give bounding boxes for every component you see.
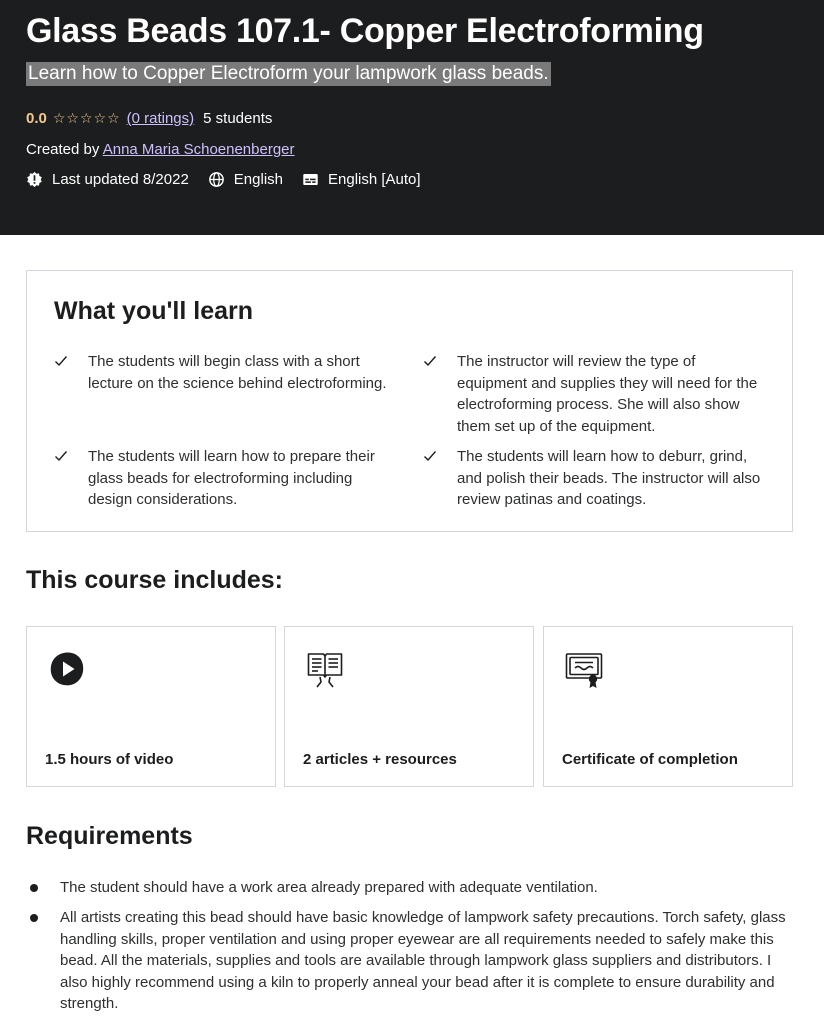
globe-icon [208,171,225,188]
last-updated [26,171,189,188]
star-rating-icon: ☆☆☆☆☆ [52,110,121,126]
include-card-label: 1.5 hours of video [45,751,174,768]
includes-section-title: This course includes: [26,566,284,594]
certificate-icon [564,649,604,689]
checkmark-icon [54,354,68,368]
rating-row [26,110,272,127]
learn-item [88,446,398,511]
course-language [208,171,283,188]
learn-item-text: The students will learn how to prepare their glass beads for electroforming including design considerations. [88,448,375,508]
course-header [0,0,824,235]
include-card-label: 2 articles + resources [303,751,457,768]
checkmark-icon [423,354,437,368]
include-card-label: Certificate of completion [562,751,738,768]
course-subtitle: Learn how to Copper Electroform your lampwork glass beads. [28,63,549,84]
what-youll-learn-section [26,270,793,532]
include-card-articles [284,626,534,787]
checkmark-icon [54,449,68,463]
learn-item [457,351,767,437]
last-updated-text: Last updated 8/2022 [52,171,189,188]
learn-item-text: The instructor will review the type of equipment and supplies they will need for the electroforming process. She will also show them set up of the equipment. [457,353,758,435]
requirements-section-title: Requirements [26,822,193,850]
requirement-text: The student should have a work area already prepared with adequate ventilation. [60,879,598,896]
rating-value: 0.0 [26,110,47,127]
course-title: Glass Beads 107.1- Copper Electroforming [26,12,704,50]
play-icon [47,649,87,689]
learn-item [457,446,767,511]
book-icon [305,649,345,689]
learn-item-text: The students will begin class with a short lecture on the science behind electroforming. [88,353,387,392]
requirement-item [60,877,800,899]
captions-text: English [Auto] [328,171,421,188]
created-by-label: Created by [26,141,100,158]
learn-item [88,351,398,394]
created-by-row [26,141,295,158]
learn-item-text: The students will learn how to deburr, grind, and polish their beads. The instructor will also review patinas and coatings. [457,448,761,508]
ratings-link[interactable]: (0 ratings) [126,110,195,127]
course-captions [302,171,421,188]
include-card-video [26,626,276,787]
alert-badge-icon [26,171,43,188]
learn-section-title: What you'll learn [54,297,254,325]
bullet-icon [30,884,38,892]
student-count: 5 students [203,110,273,127]
instructor-link[interactable]: Anna Maria Schoenenberger [102,141,295,158]
checkmark-icon [423,449,437,463]
requirement-text: All artists creating this bead should have basic knowledge of lampwork safety precautions. Torch safety, glass handling skills, proper ventilation and using proper eyewear are all requirements needed to safely make this bead. All the materials, supplies and tools are available through lampwork glass suppliers and distributors. I also highly recommend using a kiln to properly anneal your bead after it is complete to ensure durability and strength. [60,909,786,1012]
bullet-icon [30,914,38,922]
course-meta-row [26,171,440,188]
closed-captions-icon [302,171,319,188]
requirement-item [60,907,800,1015]
language-text: English [233,171,283,188]
include-card-certificate [543,626,793,787]
